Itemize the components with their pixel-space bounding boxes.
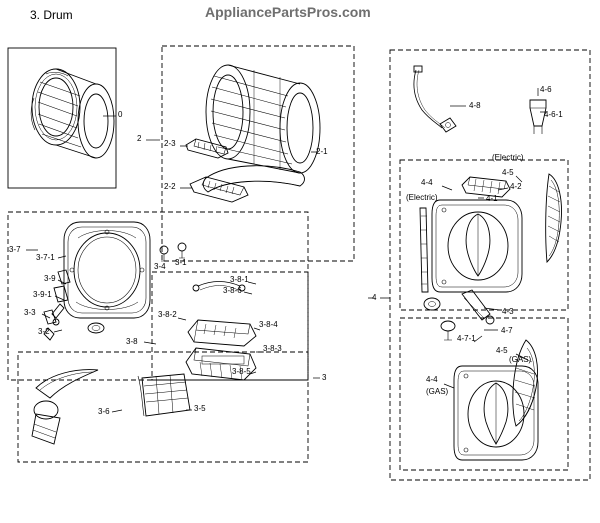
callout-3-9: 3-9 <box>44 274 56 283</box>
callout-3-3: 3-3 <box>24 308 36 317</box>
callout-0: 0 <box>118 110 123 119</box>
page-title: 3. Drum <box>30 8 73 22</box>
callout-4-3: 4-3 <box>502 307 514 316</box>
callout-3-1: 3-1 <box>175 258 187 267</box>
callout-4-7-1: 4-7-1 <box>457 334 476 343</box>
callout-3-2: 3-2 <box>38 327 50 336</box>
callout-4: 4 <box>372 293 377 302</box>
callout-3-6: 3-6 <box>98 407 110 416</box>
callout-4-6-1: 4-6-1 <box>544 110 563 119</box>
callout-4-5-gas: 4-5 <box>496 346 508 355</box>
callout-3-8-4: 3-8-4 <box>259 320 278 329</box>
watermark: AppliancePartsPros.com <box>205 4 371 20</box>
callout-4-1: 4-1 <box>486 194 498 203</box>
callout-3: 3 <box>322 373 327 382</box>
callout-3-8-1: 3-8-1 <box>230 275 249 284</box>
callout-3-8: 3-8 <box>126 337 138 346</box>
callout-2: 2 <box>137 134 142 143</box>
label-gas-right: (GAS) <box>509 355 532 364</box>
callout-4-4-gas: 4-4 <box>426 375 438 384</box>
label-electric-left: (Electric) <box>406 193 438 202</box>
label-gas-left: (GAS) <box>426 387 449 396</box>
callout-2-2: 2-2 <box>164 182 176 191</box>
callout-4-6: 4-6 <box>540 85 552 94</box>
callout-3-4: 3-4 <box>154 262 166 271</box>
callout-3-9-1: 3-9-1 <box>33 290 52 299</box>
callout-4-4-electric: 4-4 <box>421 178 433 187</box>
label-electric-right: (Electric) <box>492 153 524 162</box>
callout-4-2: 4-2 <box>510 182 522 191</box>
callout-3-7-1: 3-7-1 <box>36 253 55 262</box>
callout-4-7: 4-7 <box>501 326 513 335</box>
callout-2-1: 2-1 <box>316 147 328 156</box>
callout-4-8: 4-8 <box>469 101 481 110</box>
callout-2-3: 2-3 <box>164 139 176 148</box>
callout-3-8-6: 3-8-6 <box>223 286 242 295</box>
callout-3-5: 3-5 <box>194 404 206 413</box>
callout-4-5-electric: 4-5 <box>502 168 514 177</box>
callout-3-8-3: 3-8-3 <box>263 344 282 353</box>
callout-3-7: 3-7 <box>9 245 21 254</box>
callout-3-8-5: 3-8-5 <box>232 367 251 376</box>
callout-3-8-2: 3-8-2 <box>158 310 177 319</box>
